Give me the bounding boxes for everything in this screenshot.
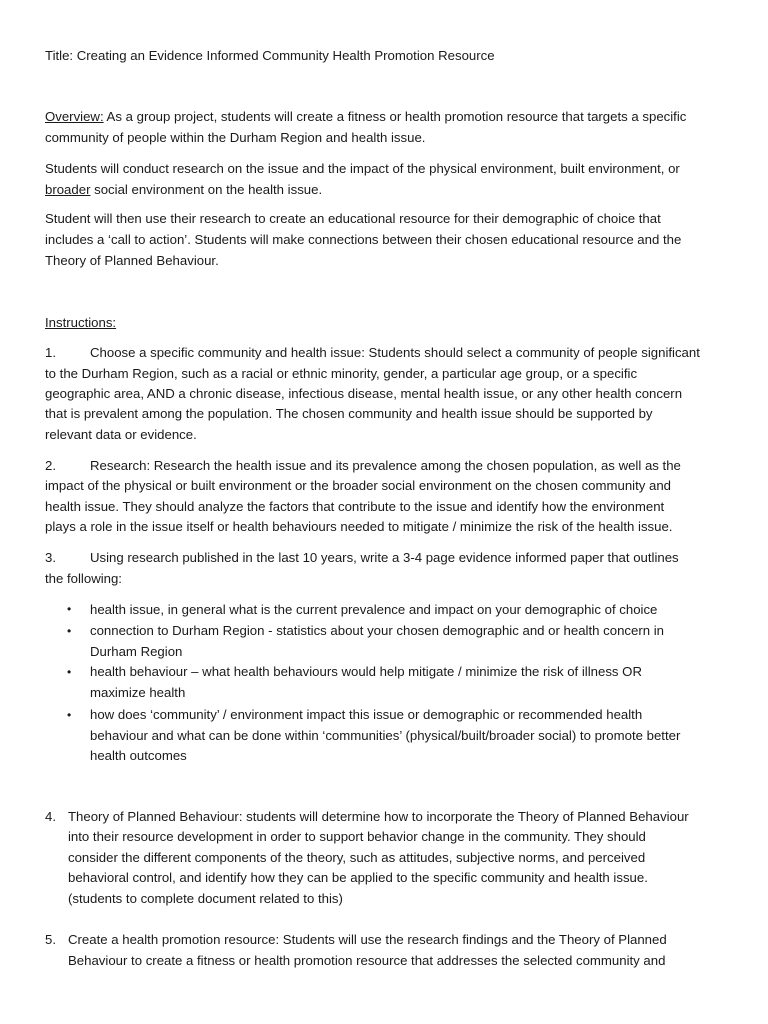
item5-line-2: Behaviour to create a fitness or health promotion resource that addresses the selected community and — [68, 953, 666, 968]
overview-line-1: Overview: As a group project, students will create a fitness or health promotion resource that targets a specific — [45, 109, 687, 124]
item5-number: 5. — [45, 932, 56, 947]
item3-number: 3. — [45, 550, 56, 565]
para2-line-1: Students will conduct research on the issue and the impact of the physical environment, built environment, or — [45, 161, 680, 176]
item2-line-1: 2. Research: Research the health issue and its prevalence among the chosen population, as well as the — [45, 456, 681, 476]
bullet-1-dot: • — [67, 602, 72, 616]
item1-number: 1. — [45, 345, 56, 360]
bullet-3-line-1: health behaviour – what health behaviours would help mitigate / minimize the risk of illness OR — [90, 664, 642, 679]
bullet-4-line-3: health outcomes — [90, 748, 187, 763]
item4-line-3: consider the different components of the theory, such as attitudes, subjective norms, and perceived — [68, 850, 646, 865]
item3-line-2: the following: — [45, 571, 122, 586]
item2-line-3: health issue. They should analyze the factors that contribute to the issue and identify how the environment — [45, 499, 665, 514]
para2-line-2: broader social environment on the health issue. — [45, 182, 323, 197]
item1-line-3: geographic area, AND a chronic disease, infectious disease, mental health issue, or any other health concern — [45, 386, 683, 401]
item2-line-2: impact of the physical or built environment or the broader social environment on the chosen community and — [45, 478, 672, 493]
item4-line-1: Theory of Planned Behaviour: students will determine how to incorporate the Theory of Planned Behaviour — [68, 809, 689, 824]
para3-line-2: includes a ‘call to action’. Students will make connections between their chosen educational resource and the — [45, 232, 682, 247]
bullet-2-dot: • — [67, 624, 72, 638]
bullet-2-line-2: Durham Region — [90, 644, 183, 659]
para3-line-3: Theory of Planned Behaviour. — [45, 253, 219, 268]
item5-line-1: Create a health promotion resource: Students will use the research findings and the Theory of Planned — [68, 932, 667, 947]
item4-number: 4. — [45, 809, 56, 824]
bullet-3-line-2: maximize health — [90, 685, 186, 700]
bullet-2-line-1: connection to Durham Region - statistics about your chosen demographic and or health concern in — [90, 623, 664, 638]
overview-label: Overview: — [45, 109, 104, 124]
item1-line-4: that is prevalent among the population. The chosen community and health issue should be supported by — [45, 406, 653, 421]
item1-line-1: 1. Choose a specific community and health issue: Students should select a community of people significant — [45, 343, 700, 363]
bullet-1-line-1: health issue, in general what is the current prevalence and impact on your demographic of choice — [90, 602, 658, 617]
para3-line-1: Student will then use their research to create an educational resource for their demographic of choice that — [45, 211, 661, 226]
item1-line-5: relevant data or evidence. — [45, 427, 197, 442]
item4-line-4: behavioral control, and identify how they can be applied to the specific community and health issue. — [68, 870, 648, 885]
bullet-4-line-2: behaviour and what can be done within ‘communities’ (physical/built/broader social) to promote better — [90, 728, 681, 743]
item3-line-1: 3. Using research published in the last 10 years, write a 3-4 page evidence informed paper that outlines — [45, 548, 679, 568]
item4-line-2: into their resource development in order to support behavior change in the community. They should — [68, 829, 646, 844]
item2-number: 2. — [45, 458, 56, 473]
broader-underlined: broader — [45, 182, 91, 197]
overview-line-2: community of people within the Durham Region and health issue. — [45, 130, 426, 145]
bullet-4-line-1: how does ‘community’ / environment impact this issue or demographic or recommended health — [90, 707, 643, 722]
bullet-3-dot: • — [67, 665, 72, 679]
item1-line-2: to the Durham Region, such as a racial or ethnic minority, gender, a particular age group, or a specific — [45, 366, 638, 381]
instructions-heading: Instructions: — [45, 315, 117, 330]
document-title: Title: Creating an Evidence Informed Community Health Promotion Resource — [45, 48, 495, 63]
item2-line-4: plays a role in the issue itself or health behaviours needed to mitigate / minimize the risk of the health issue. — [45, 519, 673, 534]
item4-line-5: (students to complete document related to this) — [68, 891, 343, 906]
bullet-4-dot: • — [67, 708, 72, 722]
